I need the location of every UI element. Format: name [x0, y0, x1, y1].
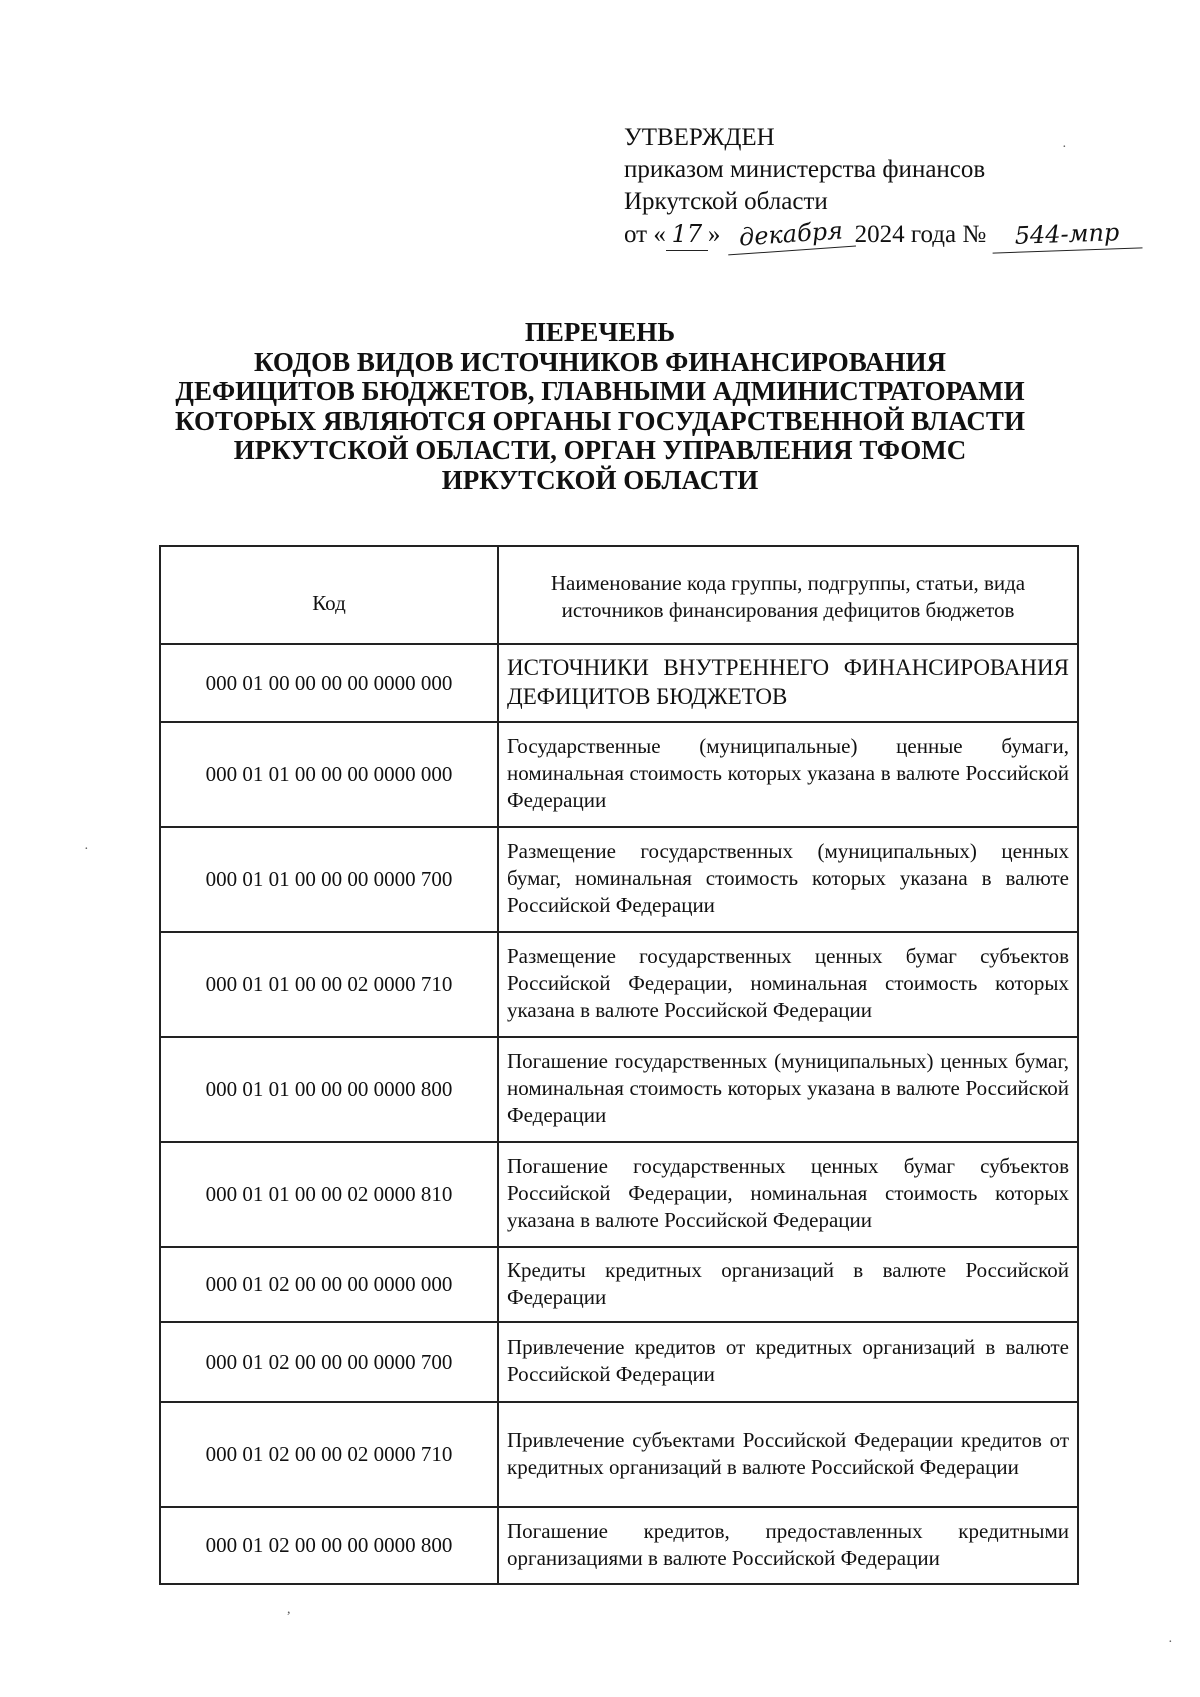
row-name: Кредиты кредитных организаций в валюте Российской Федерации: [498, 1247, 1078, 1322]
row-name: Размещение государственных (муниципальных) ценных бумаг, номинальная стоимость которых указана в валюте Российской Федерации: [498, 827, 1078, 932]
row-name: Погашение государственных (муниципальных) ценных бумаг, номинальная стоимость которых указана в валюте Российской Федерации: [498, 1037, 1078, 1142]
approval-date-line: [624, 218, 1142, 251]
table-row: [160, 1402, 1078, 1507]
row-code: 000 01 01 00 00 00 0000 700: [160, 827, 498, 932]
row-code: 000 01 02 00 00 00 0000 800: [160, 1507, 498, 1584]
approval-region-line: Иркутской области: [624, 188, 828, 215]
row-code: 000 01 00 00 00 00 0000 000: [160, 644, 498, 722]
codes-table: [159, 545, 1079, 1585]
scan-speck: ·: [1062, 140, 1067, 155]
scan-speck: ·: [1168, 1635, 1173, 1650]
row-code: 000 01 01 00 00 00 0000 800: [160, 1037, 498, 1142]
row-code: 000 01 02 00 00 02 0000 710: [160, 1402, 498, 1507]
table-header-row: [160, 546, 1078, 644]
row-name: Государственные (муниципальные) ценные бумаги, номинальная стоимость которых указана в валюте Российской Федерации: [498, 722, 1078, 827]
title-line: КОДОВ ВИДОВ ИСТОЧНИКОВ ФИНАНСИРОВАНИЯ: [253, 346, 947, 377]
date-prefix: от «: [624, 221, 666, 248]
table-row: [160, 827, 1078, 932]
table-row: [160, 1507, 1078, 1584]
row-name: Привлечение кредитов от кредитных организаций в валюте Российской Федерации: [498, 1322, 1078, 1402]
table-row: [160, 1142, 1078, 1247]
document-title: [140, 318, 1060, 495]
scan-speck: ·: [84, 842, 89, 857]
row-name: Размещение государственных ценных бумаг субъектов Российской Федерации, номинальная стоимость которых указана в валюте Российской Федерации: [498, 932, 1078, 1037]
title-line: ИРКУТСКОЙ ОБЛАСТИ: [441, 464, 759, 495]
table-row: [160, 1037, 1078, 1142]
scan-speck: ,: [287, 1602, 291, 1617]
row-code: 000 01 02 00 00 00 0000 700: [160, 1322, 498, 1402]
handwritten-month: декабря: [726, 214, 856, 256]
row-name: ИСТОЧНИКИ ВНУТРЕННЕГО ФИНАНСИРОВАНИЯ ДЕФИЦИТОВ БЮДЖЕТОВ: [498, 644, 1078, 722]
approval-order-line: приказом министерства финансов: [624, 156, 986, 183]
year-text: 2024 года №: [854, 221, 987, 248]
title-line: КОТОРЫХ ЯВЛЯЮТСЯ ОРГАНЫ ГОСУДАРСТВЕННОЙ ВЛАСТИ: [175, 405, 1025, 436]
title-line: ДЕФИЦИТОВ БЮДЖЕТОВ, ГЛАВНЫМИ АДМИНИСТРАТОРАМИ: [175, 376, 1025, 406]
approval-status: УТВЕРЖДЕН: [624, 124, 775, 151]
table-row: [160, 1247, 1078, 1322]
row-name: Погашение кредитов, предоставленных кредитными организациями в валюте Российской Федерации: [498, 1507, 1078, 1584]
table-row: [160, 932, 1078, 1037]
handwritten-order-number: 544-мпр: [992, 215, 1143, 253]
table-row: [160, 644, 1078, 722]
row-code: 000 01 01 00 00 00 0000 000: [160, 722, 498, 827]
row-code: 000 01 01 00 00 02 0000 710: [160, 932, 498, 1037]
table-row: [160, 722, 1078, 827]
row-name: Привлечение субъектами Российской Федерации кредитов от кредитных организаций в валюте Российской Федерации: [498, 1402, 1078, 1507]
table-row: [160, 1322, 1078, 1402]
row-code: 000 01 01 00 00 02 0000 810: [160, 1142, 498, 1247]
handwritten-day: 17: [666, 218, 708, 251]
title-line: ПЕРЕЧЕНЬ: [524, 317, 676, 347]
row-code: 000 01 02 00 00 00 0000 000: [160, 1247, 498, 1322]
header-name: Наименование кода группы, подгруппы, статьи, вида источников финансирования дефицитов бюджетов: [498, 546, 1078, 644]
header-code: Код: [160, 546, 498, 644]
title-line: ИРКУТСКОЙ ОБЛАСТИ, ОРГАН УПРАВЛЕНИЯ ТФОМС: [233, 435, 967, 465]
row-name: Погашение государственных ценных бумаг субъектов Российской Федерации, номинальная стоимость которых указана в валюте Российской Федерации: [498, 1142, 1078, 1247]
date-separator: »: [707, 221, 721, 248]
